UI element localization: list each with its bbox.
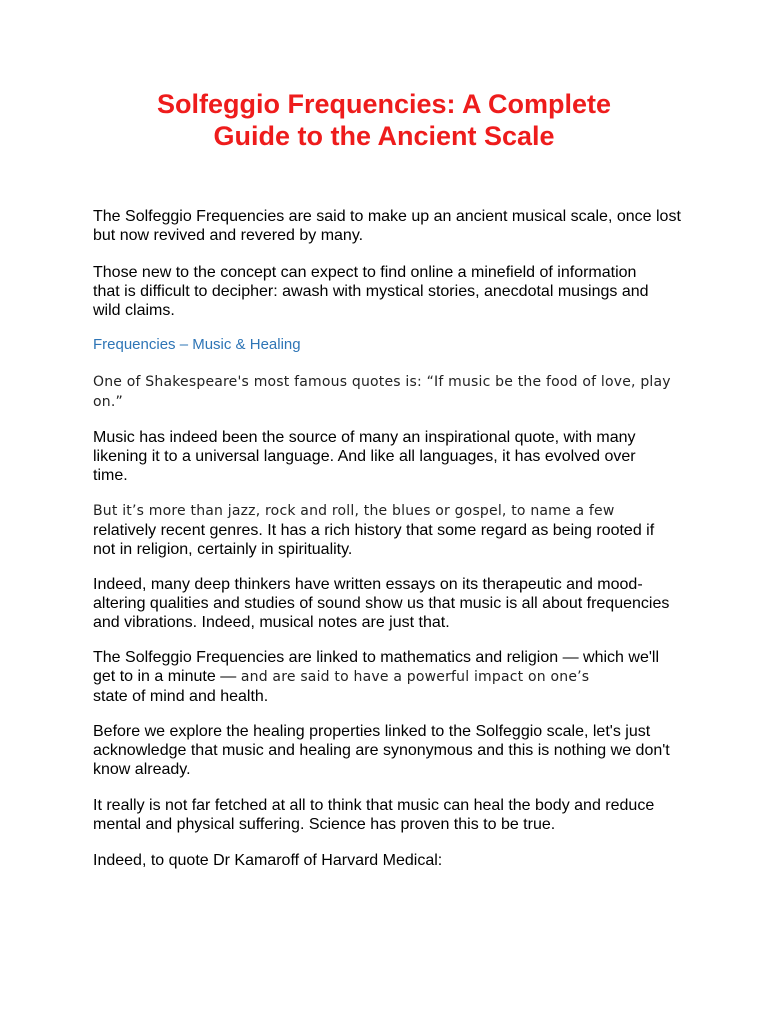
- paragraph-quote-intro: Indeed, to quote Dr Kamaroff of Harvard Medical:: [93, 852, 443, 869]
- paragraph-mathematics: [93, 648, 683, 707]
- title-line-1: Solfeggio Frequencies: A Complete: [156, 89, 612, 119]
- mathematics-text-a: The Solfeggio Frequencies are linked to mathematics and religion — which we'll get to in a minute —: [93, 649, 660, 686]
- paragraph-healing: Before we explore the healing properties linked to the Solfeggio scale, let's just acknowledge that music and healing are synonymous and this is nothing we don't know already.: [93, 723, 670, 779]
- document-title: [0, 88, 768, 152]
- paragraph-intro: The Solfeggio Frequencies are said to make up an ancient musical scale, once lost but now revived and revered by many.: [93, 208, 681, 245]
- paragraph-deep-thinkers: Indeed, many deep thinkers have written essays on its therapeutic and mood-altering qualities and studies of sound show us that music is all about frequencies and vibrations. Indeed, musical notes are just that.: [93, 576, 670, 632]
- title-line-2: Guide to the Ancient Scale: [213, 121, 555, 151]
- genres-text-light: But it’s more than jazz, rock and roll, the blues or gospel, to name a few: [93, 503, 615, 519]
- mathematics-text-light: and are said to have a powerful impact on one’s: [236, 669, 590, 686]
- paragraph-concept: Those new to the concept can expect to find online a minefield of information that is difficult to decipher: awash with mystical stories, anecdotal musings and wild claims.: [93, 264, 649, 320]
- paragraph-universal-language: Music has indeed been the source of many an inspirational quote, with many likening it to a universal language. And like all languages, it has evolved over time.: [93, 429, 636, 485]
- section-heading: Frequencies – Music & Healing: [93, 336, 301, 353]
- genres-text-rest: relatively recent genres. It has a rich history that some regard as being rooted if not in religion, certainly in spirituality.: [93, 522, 655, 559]
- mathematics-text-b: state of mind and health.: [93, 688, 269, 706]
- paragraph-genres: [93, 501, 673, 560]
- paragraph-science: It really is not far fetched at all to think that music can heal the body and reduce mental and physical suffering. Science has proven this to be true.: [93, 797, 655, 834]
- paragraph-shakespeare: One of Shakespeare's most famous quotes is: “If music be the food of love, play on.”: [93, 374, 671, 410]
